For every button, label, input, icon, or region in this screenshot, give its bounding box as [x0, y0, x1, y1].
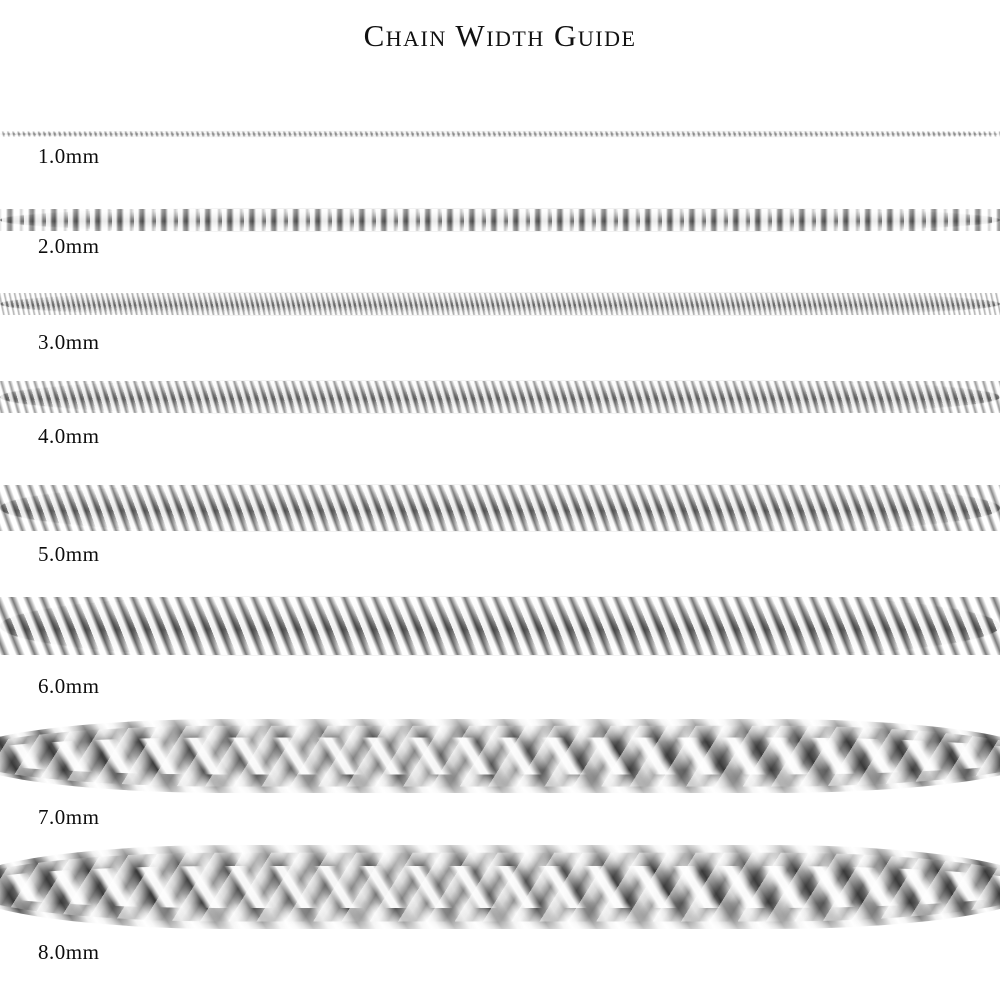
- chain-width-label: 4.0mm: [38, 424, 100, 448]
- chain-band: [0, 132, 1000, 137]
- chain-sample: [0, 288, 1000, 320]
- chain-width-label: 8.0mm: [38, 940, 100, 964]
- rope-highlight: [0, 866, 1000, 908]
- chain-link-texture: [0, 209, 1000, 231]
- chain-sample: [0, 712, 1000, 800]
- chain-sample: [0, 204, 1000, 236]
- chain-width-label: 3.0mm: [38, 330, 100, 354]
- page-title: Chain Width Guide: [363, 18, 637, 53]
- chain-link-texture: [0, 381, 1000, 413]
- chain-sample: [0, 480, 1000, 536]
- rope-highlight: [0, 738, 1000, 775]
- chain-link-texture: [0, 597, 1000, 655]
- chain-width-label: 6.0mm: [38, 674, 100, 698]
- chain-band: [0, 381, 1000, 413]
- chain-band: [0, 209, 1000, 231]
- rope-chain-graphic: [0, 712, 1000, 800]
- chain-width-label: 2.0mm: [38, 234, 100, 258]
- chain-width-label: 1.0mm: [38, 144, 100, 168]
- chain-band: [0, 293, 1000, 315]
- rope-chain-graphic: [0, 838, 1000, 936]
- chain-link-texture: [0, 293, 1000, 315]
- chain-link-texture: [0, 485, 1000, 531]
- chain-sample: [0, 838, 1000, 936]
- chain-link-texture: [0, 132, 1000, 137]
- chain-band: [0, 485, 1000, 531]
- chain-width-label: 5.0mm: [38, 542, 100, 566]
- chain-width-label: 7.0mm: [38, 805, 100, 829]
- chain-sample: [0, 124, 1000, 144]
- chain-sample: [0, 376, 1000, 418]
- chain-sample: [0, 592, 1000, 660]
- chain-band: [0, 597, 1000, 655]
